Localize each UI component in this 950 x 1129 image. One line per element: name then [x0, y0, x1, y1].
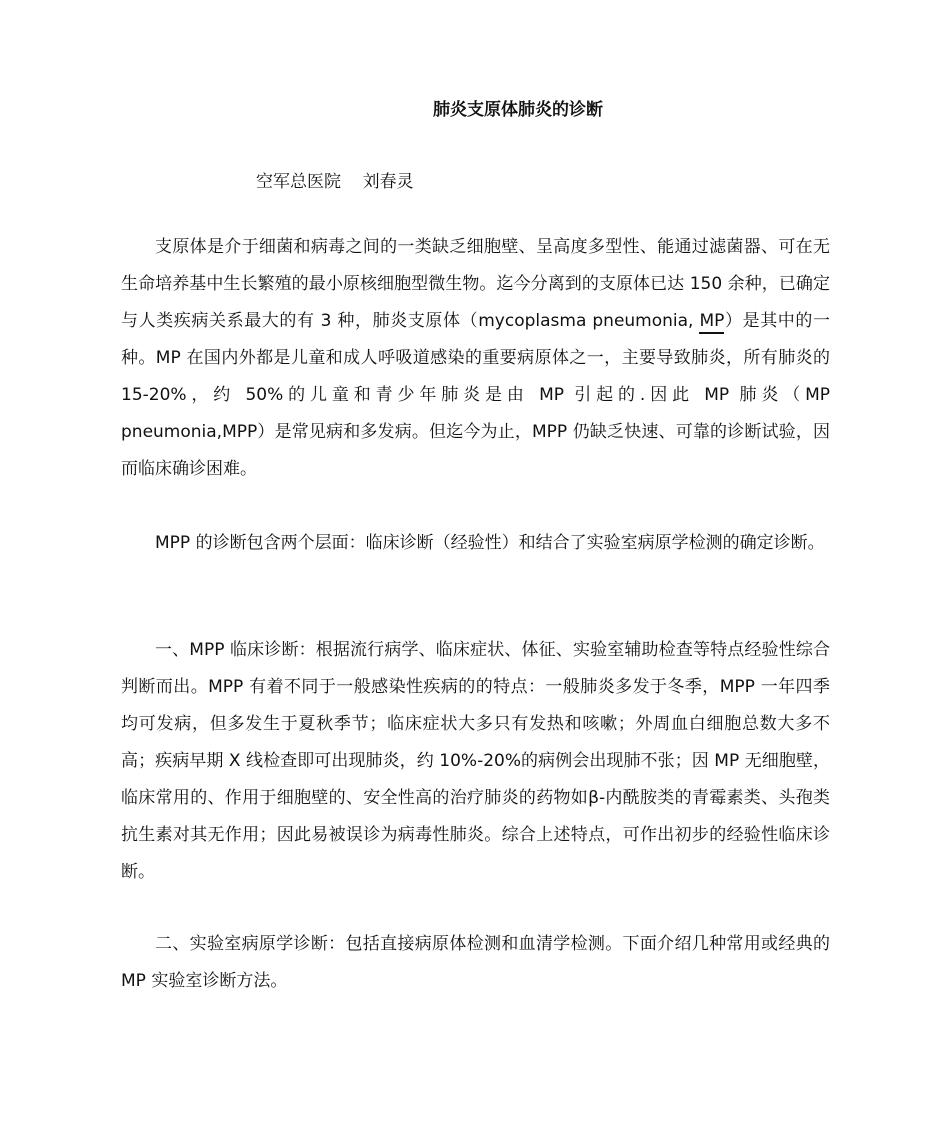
author-line: 空军总医院 刘春灵	[256, 172, 414, 192]
document-title: 肺炎支原体肺炎的诊断	[433, 100, 603, 120]
paragraph-diagnosis-levels: MPP 的诊断包含两个层面：临床诊断（经验性）和结合了实验室病原学检测的确定诊断。	[155, 533, 825, 553]
paragraph-intro-part1: 支原体是介于细菌和病毒之间的一类缺乏细胞壁、呈高度多型性、能通过滤菌器、可在无生命培养基中生长繁殖的最小原核细胞型微生物。迄今分离到的支原体已达 150 余种，已确定与人类疾病关系最大的有 3 种，肺炎支原体（mycoplasma pneumonia,	[121, 237, 830, 331]
paragraph-clinical-diagnosis: 一、MPP 临床诊断：根据流行病学、临床症状、体征、实验室辅助检查等特点经验性综合判断而出。MPP 有着不同于一般感染性疾病的的特点：一般肺炎多发于冬季，MPP 一年四季均可发病，但多发生于夏秋季节；临床症状大多只有发热和咳嗽；外周血白细胞总数大多不高；疾病早期 X 线检查即可出现肺炎，约 10%-20%的病例会出现肺不张；因 MP 无细胞壁，临床常用的、作用于细胞壁的、安全性高的治疗肺炎的药物如β-内酰胺类的青霉素类、头孢类抗生素对其无作用；因此易被误诊为病毒性肺炎。综合上述特点，可作出初步的经验性临床诊断。	[121, 640, 830, 882]
paragraph-intro	[121, 229, 830, 488]
underlined-abbreviation: MP	[699, 311, 724, 334]
paragraph-intro-part2: ）是其中的一种。MP 在国内外都是儿童和成人呼吸道感染的重要病原体之一，主要导致肺炎，所有肺炎的 15-20%，约 50%的儿童和青少年肺炎是由 MP 引起的.因此 MP 肺炎（MP pneumonia,MPP）是常见病和多发病。但迄今为止，MPP 仍缺乏快速、可靠的诊断试验，因而临床确诊困难。	[121, 311, 830, 479]
paragraph-lab-diagnosis: 二、实验室病原学诊断：包括直接病原体检测和血清学检测。下面介绍几种常用或经典的 MP 实验室诊断方法。	[121, 934, 830, 991]
